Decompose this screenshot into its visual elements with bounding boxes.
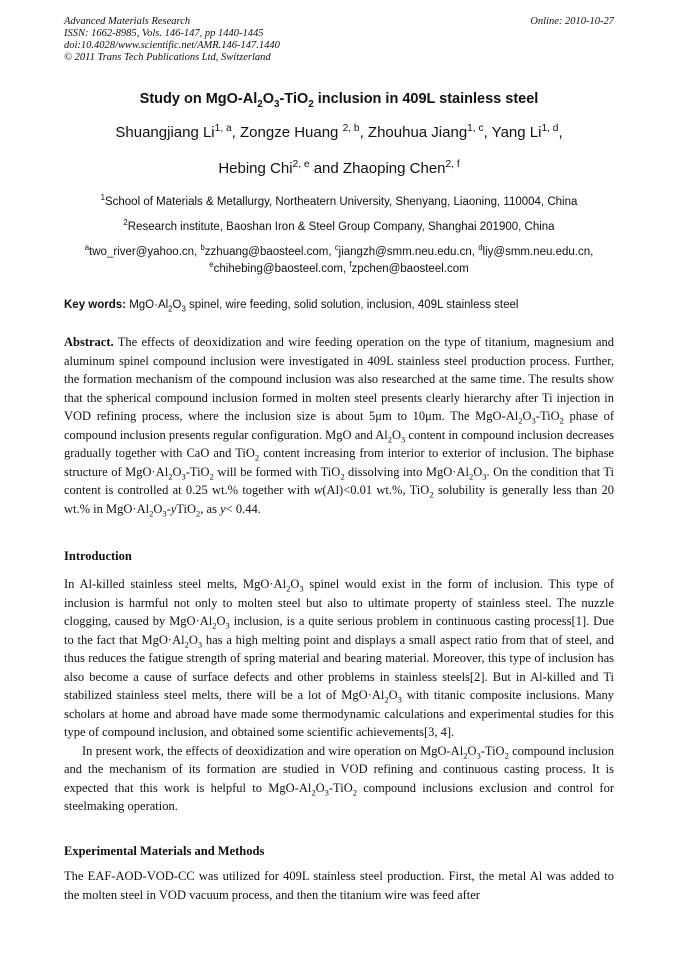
keywords: Key words: $MgO\cdot Al_2O_3$ spinel, wire feeding, solid solution, inclusion, 409L stainless steel bbox=[64, 299, 519, 314]
abstract-label: Abstract. bbox=[64, 335, 114, 349]
copyright-line: © 2011 Trans Tech Publications Ltd, Switzerland bbox=[64, 52, 271, 63]
online-date: Online: 2010-10-27 bbox=[530, 16, 614, 27]
author-name: Zhaoping Chen bbox=[342, 160, 446, 177]
abstract-paragraph: Abstract. The effects of deoxidization and wire feeding operation on the type of titanium, magnesium and aluminum spinel compound inclusion were investigated in 409L stainless steel production process. Further, the formation mechanism of the compound inclusion was also researched at the same time. The results show that the spherical compound inclusion formed in molten steel presents clearly hierarchy after Ti injection in VOD refining process, where the inclusion size is about 5μm to 10μm. The MgO-$Al_2O_3-TiO_2$ phase of compound inclusion presents regular configuration. MgO and $Al_2O_3$ content in compound inclusion decreases gradually together with CaO and TiO$_2$ content increasing from interior to exterior of inclusion. The biphase structure of $MgO\cdot Al_2O_3-TiO_2$ will be formed with TiO$_2$ dissolving into $MgO\cdot Al_2O_3$. On the condition that Ti content is controlled at 0.25 wt.% together with w(Al)<0.01 wt.%, TiO$_2$ solubility is generally less than 20 wt.% in $MgO\cdot Al_2O_3-yTiO_2$, as y< 0.44. bbox=[64, 335, 615, 518]
author-name: Zhouhua Jiang bbox=[367, 124, 468, 141]
journal-name: Advanced Materials Research bbox=[64, 16, 191, 27]
experimental-heading: Experimental Materials and Methods bbox=[64, 844, 265, 858]
issn-line: ISSN: 1662-8985, Vols. 146-147, pp 1440-1445 bbox=[64, 28, 264, 39]
affiliation-2: $^2$Research institute, Baoshan Iron & Steel Group Company, Shanghai 201900, China bbox=[123, 218, 555, 233]
affiliation-1: $^1$School of Materials & Metallurgy, Northeatern University, Shenyang, Liaoning, 110004, China bbox=[100, 193, 578, 208]
keywords-label: Key words: bbox=[64, 299, 126, 311]
author-line-2: Hebing Chi$^{2, e}$ and Zhaoping Chen$^{2, f}$ bbox=[218, 159, 460, 177]
author-name: Shuangjiang Li bbox=[115, 124, 215, 141]
introduction-body bbox=[64, 575, 614, 816]
author-name: Hebing Chi bbox=[218, 160, 293, 177]
doi-line: doi:10.4028/www.scientific.net/AMR.146-147.1440 bbox=[64, 40, 280, 51]
journal-header bbox=[64, 16, 614, 64]
introduction-heading: Introduction bbox=[64, 549, 132, 563]
author-line-1: Shuangjiang Li$^{1, a}$, Zongze Huang $^{2, b}$, Zhouhua Jiang$^{1, c}$, Yang Li$^{1, d}$, bbox=[115, 123, 563, 141]
author-name: Zongze Huang bbox=[240, 124, 343, 141]
author-name: Yang Li bbox=[491, 124, 542, 141]
paper-title: Study on MgO-$Al_2O_3-TiO_2$ inclusion in 409L stainless steel bbox=[139, 91, 539, 110]
experimental-paragraph: The EAF-AOD-VOD-CC was utilized for 409L stainless steel production. First, the metal Al was added to the molten steel in VOD vacuum process, and then the titanium wire was feed after bbox=[64, 869, 614, 902]
email-line-2: $^e$chihebing@baosteel.com, $^f$zpchen@baosteel.com bbox=[209, 260, 469, 275]
email-line-1: $^a$two_river@yahoo.cn, $^b$zzhuang@baosteel.com, $^c$jiangzh@smm.neu.edu.cn, $^d$liy@smm.neu.edu.cn, bbox=[84, 243, 594, 258]
introduction-paragraph-2: In present work, the effects of deoxidization and wire operation on MgO-$Al_2O_3-TiO_2$ compound inclusion and the mechanism of its formation are studied in VOD refining and continuous casting process. It is expected that this work is helpful to MgO-$Al_2O_3-TiO_2$ compound inclusions exclusion and control for steelmaking operation. bbox=[64, 743, 614, 813]
introduction-paragraph-1: In Al-killed stainless steel melts, $MgO\cdot Al_2O_3$ spinel would exist in the form of inclusion. This type of inclusion is harmful not only to molten steel but also to ultimate property of stainless steel. The nuzzle clogging, caused by $MgO\cdot Al_2O_3$ inclusion, is a quite serious problem in continuous casting process[1]. Due to the fact that $MgO\cdot Al_2O_3$ has a high melting point and displays a small aspect ratio from that of steel, and thus reduces the fatigue strength of spring material and bearing material. Moreover, this type of inclusion has also become a cause of surface defects and other problems in stainless steels[2]. But in Al-killed and Ti stabilized stainless steel melts, there will be a lot of $MgO\cdot Al_2O_3$ with titanic composite inclusions. Many scholars at home and abroad have made some thermodynamic calculations and experimental studies for this type of compound inclusion, and obtained some scientific achievements[3, 4]. bbox=[64, 577, 615, 739]
